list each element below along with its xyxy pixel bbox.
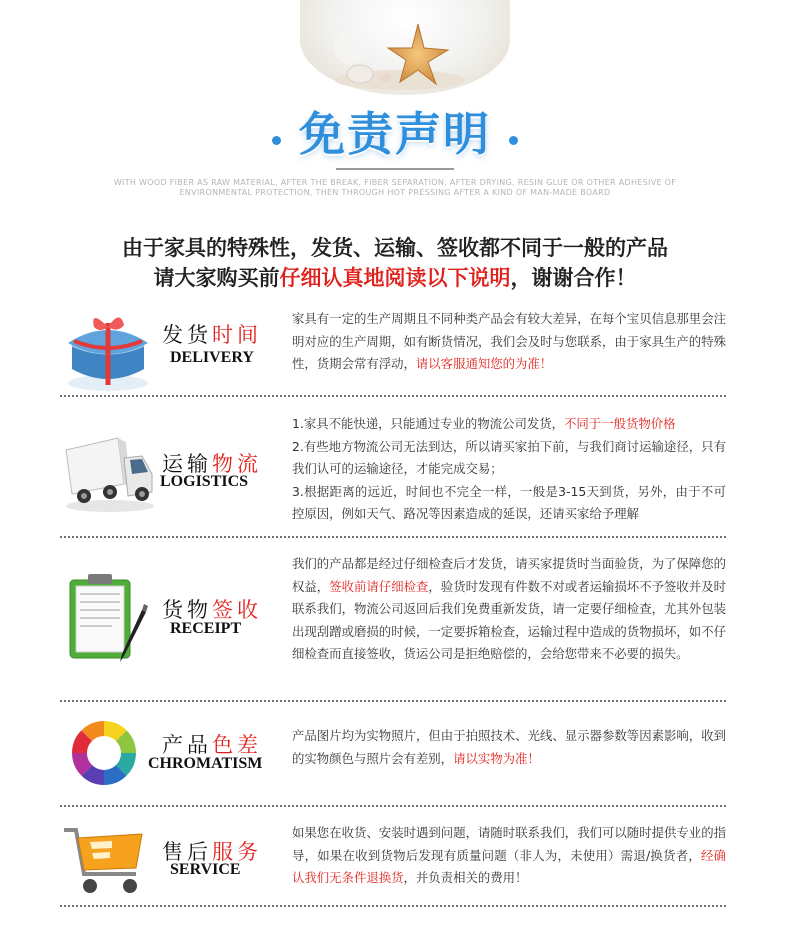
section-divider [60, 395, 726, 397]
logistics-title-cn: 运输物流 [162, 452, 262, 476]
clipboard-icon [60, 568, 155, 673]
gift-box-icon [60, 305, 155, 395]
section-divider [60, 700, 726, 702]
service-title-en: SERVICE [170, 861, 241, 878]
section-service [60, 820, 730, 900]
shopping-cart-icon [60, 820, 155, 900]
delivery-text: 家具有一定的生产周期且不同种类产品会有较大差异，在每个宝贝信息那里会注明对应的生产周期，如有断货情况，我们会及时与您联系，由于家具生产的特殊性，货期会常有浮动，请以客服通知您的为准！ [292, 311, 726, 371]
section-receipt [60, 552, 730, 692]
section-divider [60, 905, 726, 907]
chromatism-title-cn: 产品色差 [162, 733, 262, 757]
bullet-dot-icon [272, 136, 281, 145]
english-subtitle: WITH WOOD FIBER AS RAW MATERIAL, AFTER THE BREAK, FIBER SEPARATION, AFTER DRYING, RESIN GLUE OR OTHER ADHESIVE OF ENVIRONMENTAL PROTECTION, THEN THROUGH HOT PRESSING AFTER A KIND OF MAN-MADE BOARD [113, 178, 677, 197]
starfish-icon [330, 18, 470, 93]
service-title-cn: 售后服务 [162, 840, 262, 864]
receipt-title-cn: 货物签收 [162, 598, 262, 622]
section-delivery [60, 305, 730, 395]
color-wheel-icon [60, 715, 155, 790]
truck-icon [60, 428, 155, 518]
logistics-text: 1.家具不能快递，只能通过专业的物流公司发货，不同于一般货物价格 2.有些地方物流公司无法到达，所以请买家拍下前，与我们商讨运输途径，只有我们认可的运输途径，才能完成交易； 3.根据距离的远近，时间也不完全一样，一般是3-15天到货，另外，由于不可控原因，例如天气、路况等因素造成的延误，还请买家给予理解 [292, 416, 726, 521]
service-text: 如果您在收货、安装时遇到问题，请随时联系我们，我们可以随时提供专业的指导，如果在收到货物后发现有质量问题（非人为，未使用）需退/换货者，经确认我们无条件退换货，并负责相关的费用！ [292, 825, 727, 885]
receipt-title-en: RECEIPT [170, 620, 242, 637]
chromatism-text: 产品图片均为实物照片，但由于拍照技术、光线、显示器参数等因素影响，收到的实物颜色与照片会有差别，请以实物为准！ [292, 728, 726, 766]
intro-line-1: 由于家具的特殊性，发货、运输、签收都不同于一般的产品 [122, 236, 668, 260]
intro-line-2: 请大家购买前仔细认真地阅读以下说明，谢谢合作！ [153, 266, 637, 290]
delivery-title-cn: 发货时间 [162, 323, 262, 347]
section-logistics [60, 410, 730, 525]
logistics-title-en: LOGISTICS [160, 473, 249, 490]
page-title: 免责声明 [299, 107, 491, 161]
bullet-dot-icon [509, 136, 518, 145]
receipt-text: 我们的产品都是经过仔细检查后才发货，请买家提货时当面验货，为了保障您的权益，签收前请仔细检查，验货时发现有件数不对或者运输损坏不予签收并及时联系我们，物流公司返回后我们免费重新发货，请一定要仔细检查，尤其外包装出现刮蹭或磨损的时候，一定要拆箱检查，运输过程中造成的货物损坏，如不仔细检查而直接签收，货运公司是拒绝赔偿的，会给您带来不必要的损失。 [292, 556, 727, 661]
section-chromatism [60, 715, 730, 795]
section-divider [60, 536, 726, 538]
delivery-title-en: DELIVERY [170, 349, 254, 366]
title-underline [336, 168, 454, 170]
header-banner [0, 0, 790, 205]
section-divider [60, 805, 726, 807]
title-row [0, 98, 790, 164]
chromatism-title-en: CHROMATISM [148, 755, 263, 772]
